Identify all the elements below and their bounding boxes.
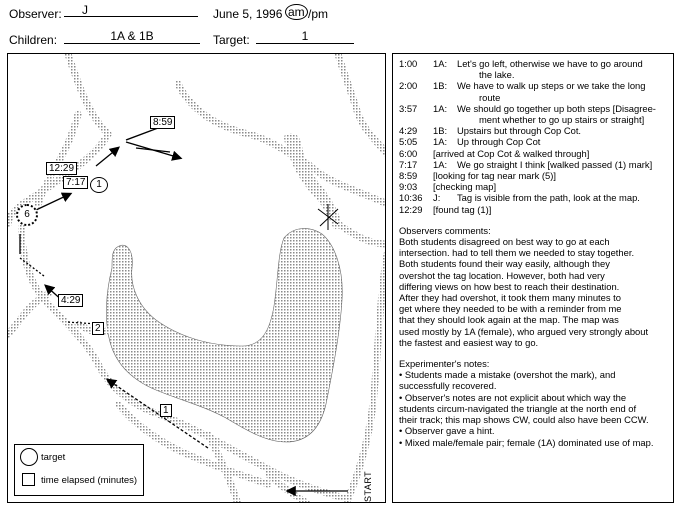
log-time: 7:17 [399,158,418,170]
time-label-859: 8:59 [150,116,175,129]
log-time: 8:59 [399,170,418,182]
log-speaker: 1B: [433,125,448,137]
log-entry [399,125,667,136]
experimenter-line: • Students made a mistake (overshot the mark), and [399,369,616,381]
log-speaker: 1A: [433,136,448,148]
log-text: Tag is visible from the path, look at the map. [457,192,640,204]
observers-line: intersection. had to tell them we needed to stay together. [399,247,635,259]
legend-time-text: time elapsed (minutes) [41,475,138,486]
log-text: Upstairs but through Cop Cot. [457,125,582,137]
log-entry [399,192,667,203]
log-text-continued: route [479,91,501,103]
time-label-1229: 12:29 [46,162,77,175]
log-time: 10:36 [399,192,423,204]
observers-line: overshot the tag location. However, both had very [399,269,605,281]
log-time: 5:05 [399,136,418,148]
experimenter-line: • Observer gave a hint. [399,425,495,437]
experimenter-notes [399,358,667,448]
log-speaker: J: [433,192,441,204]
experimenter-title: Experimenter's notes: [399,358,490,370]
experimenter-line: • Observer's notes are not explicit about which way the [399,391,627,403]
time-label-717: 7:17 [63,176,88,189]
time-label-429: 4:29 [58,294,83,307]
log-text-continued: the lake. [479,69,515,81]
children-field: 1A & 1B [64,29,200,44]
notes-panel [392,53,674,503]
observers-line: get where they needed to be with a reminder from me [399,303,622,315]
log-entry [399,136,667,147]
log-speaker: 1A: [433,158,448,170]
log-time: 4:29 [399,125,418,137]
elapsed-box-2: 2 [92,322,104,335]
legend-target-icon [20,448,38,466]
log-entry [399,159,667,170]
experimenter-line: students circum-navigated the triangle at the north end of [399,402,637,414]
legend-target-text: target [41,452,66,463]
log-text: [checking map] [433,181,497,193]
log-entry [399,181,667,192]
children-label: Children: [9,33,58,47]
mark-6: 6 [16,204,38,226]
log-entry [399,170,667,181]
dialog-log [399,58,667,215]
target-field: 1 [256,29,354,44]
log-text: [arrived at Cop Cot & walked through] [433,147,590,159]
observers-line: used mostly by 1A (female), who argued very strongly about [399,325,649,337]
log-text: We go straight I think [walked passed (1) mark] [457,158,653,170]
log-text: Up through Cop Cot [457,136,541,148]
pm-text: /pm [308,7,329,21]
log-entry [399,80,667,102]
elapsed-box-1: 1 [160,404,172,417]
observer-field: J [64,3,198,17]
log-text: [looking for tag near mark (5)] [433,170,556,182]
log-time: 9:03 [399,181,418,193]
log-entry [399,204,667,215]
log-time: 6:00 [399,147,418,159]
observers-line: that they should look again at the map. The map was [399,314,619,326]
legend-time-icon [22,473,35,486]
map-legend [14,444,144,496]
observers-line: the fastest and easiest way to go. [399,336,539,348]
target-mark-1: 1 [90,177,108,193]
log-text: We have to walk up steps or we take the long [457,80,646,92]
log-speaker: 1B: [433,80,448,92]
experimenter-line: their track; this map shows CW, could also have been CCW. [399,414,649,426]
experimenter-line: • Mixed male/female pair; female (1A) dominated use of map. [399,436,654,448]
log-text: Let's go left, otherwise we have to go around [457,58,643,69]
log-entry [399,58,667,80]
log-text: We should go together up both steps [Disagree- [457,102,656,114]
target-label: Target: [213,33,250,47]
log-time: 1:00 [399,58,418,69]
log-time: 2:00 [399,80,418,92]
observers-line: Both students disagreed on best way to go at each [399,236,610,248]
observers-comments [399,225,667,348]
log-time: 12:29 [399,203,423,215]
log-time: 3:57 [399,102,418,114]
map-drawing [8,54,386,503]
observers-line: After they had overshot, it took them many minutes to [399,292,621,304]
observer-label: Observer: [9,7,62,21]
start-label: START [363,470,373,502]
log-text: [found tag (1)] [433,203,492,215]
date-text: June 5, 1996 [213,7,283,21]
observers-line: Both students found their way easily, although they [399,258,610,270]
route-map [7,53,386,503]
log-entry [399,148,667,159]
log-speaker: 1A: [433,102,448,114]
observers-line: differing views on how best to reach their destination. [399,280,620,292]
log-entry [399,103,667,125]
experimenter-line: successfully recovered. [399,380,497,392]
log-speaker: 1A: [433,58,448,69]
am-circled: am [285,4,308,20]
log-text-continued: ment whether to go up stairs or straight] [479,114,645,126]
observers-title: Observers comments: [399,224,491,236]
